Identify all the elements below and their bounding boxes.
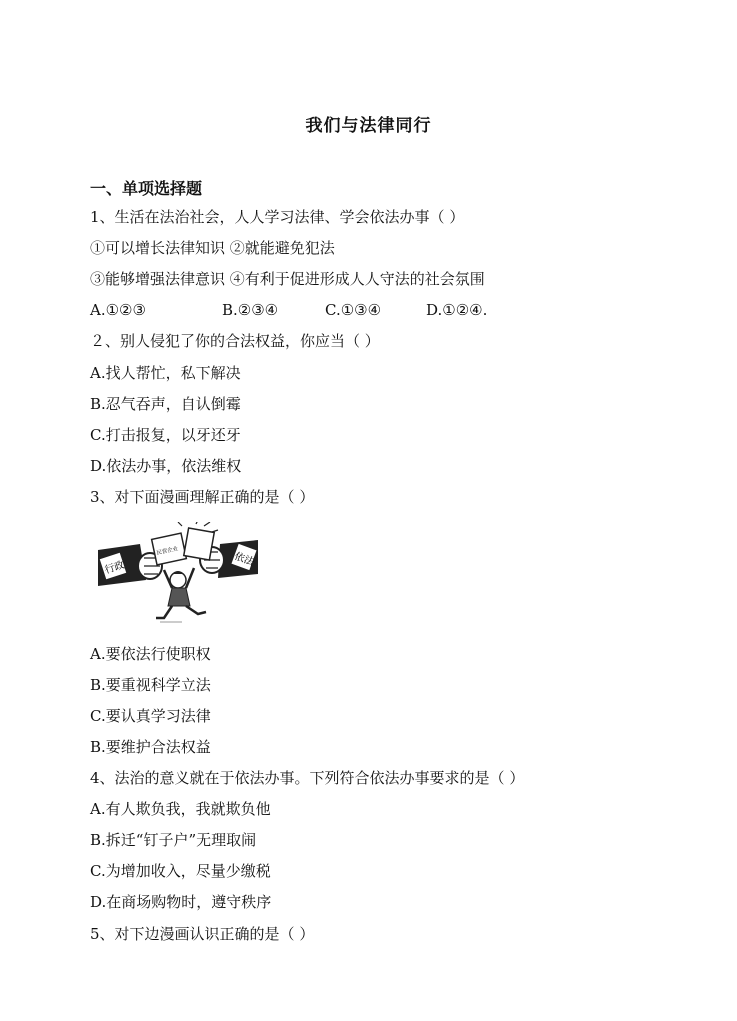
question-3-option-a: A.要依法行使职权 — [90, 645, 211, 663]
question-3-option-d: B.要维护合法权益 — [90, 738, 211, 756]
question-2-option-b: B.忍气吞声，自认倒霉 — [90, 395, 241, 413]
question-4-stem: 4、法治的意义就在于依法办事。下列符合依法办事要求的是（ ） — [90, 769, 525, 787]
question-3-stem: 3、对下面漫画理解正确的是（ ） — [90, 488, 315, 506]
question-2-option-c: C.打击报复，以牙还牙 — [90, 426, 241, 444]
person-body — [168, 588, 190, 606]
option-c: C.①③④ — [325, 301, 382, 319]
person-head — [170, 572, 186, 588]
left-sleeve-label: 行政 — [103, 559, 126, 577]
question-3-option-b: B.要重视科学立法 — [90, 676, 211, 694]
page-title: 我们与法律同行 — [305, 116, 432, 136]
cartoon-image — [98, 522, 258, 628]
question-2-stem: ２、别人侵犯了你的合法权益，你应当（ ） — [90, 332, 380, 350]
question-1-statement-1: ①可以增长法律知识 ②就能避免犯法 — [90, 239, 335, 257]
section-heading: 一、单项选择题 — [90, 179, 203, 198]
question-4-option-d: D.在商场购物时，遵守秩序 — [90, 893, 272, 911]
option-a: A.①②③ — [90, 301, 146, 319]
question-2-option-a: A.找人帮忙，私下解决 — [90, 364, 241, 382]
option-d: D.①②④. — [426, 301, 488, 319]
question-1-options — [90, 300, 487, 320]
question-1-statement-2: ③能够增强法律意识 ④有利于促进形成人人守法的社会氛围 — [90, 270, 485, 288]
box-right — [184, 528, 214, 560]
question-5-stem: 5、对下边漫画认识正确的是（ ） — [90, 925, 315, 943]
question-1-stem: 1、生活在法治社会，人人学习法律、学会依法办事（ ） — [90, 208, 465, 226]
right-sleeve-label: 依法 — [232, 551, 256, 569]
question-3-option-c: C.要认真学习法律 — [90, 707, 211, 725]
question-2-option-d: D.依法办事，依法维权 — [90, 457, 242, 475]
box-label: 民营企业 — [156, 546, 179, 557]
question-4-option-c: C.为增加收入，尽量少缴税 — [90, 862, 271, 880]
question-4-option-b: B.拆迁“钉子户”无理取闹 — [90, 831, 257, 849]
question-4-option-a: A.有人欺负我，我就欺负他 — [90, 800, 271, 818]
option-b: B.②③④ — [222, 301, 279, 319]
